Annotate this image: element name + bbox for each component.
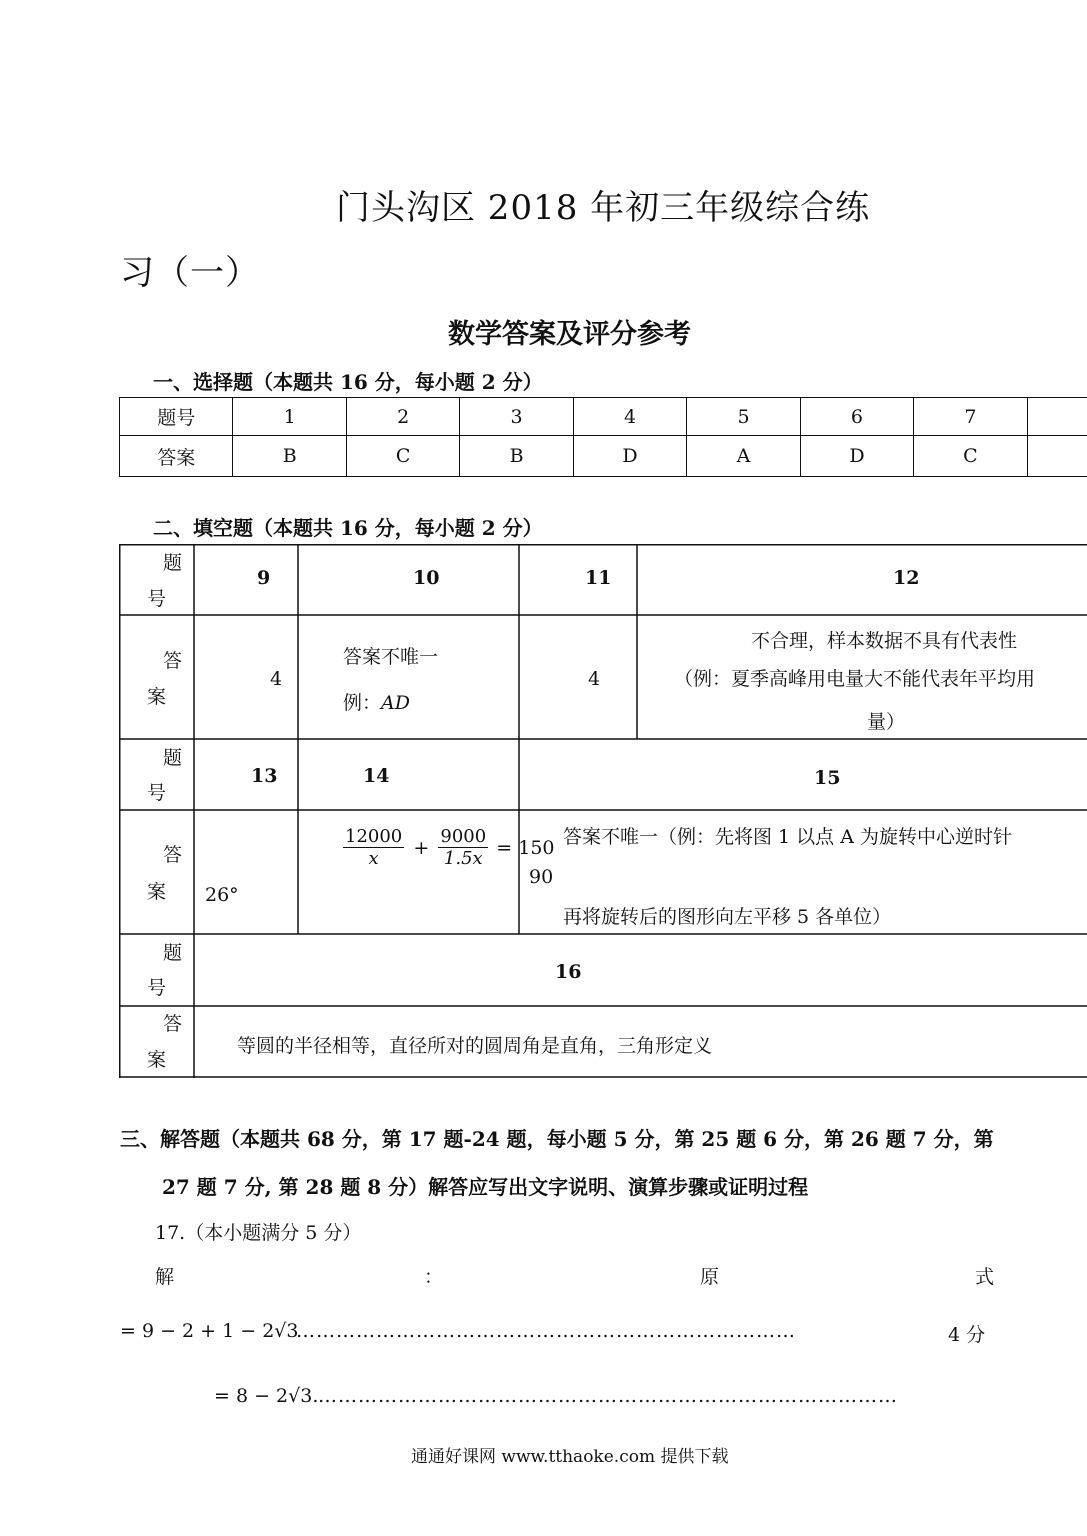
label-da: 答 (163, 844, 183, 866)
question-number-11: 11 (585, 567, 612, 589)
fraction-1-denominator: x (368, 848, 379, 869)
question-number: 4 (573, 398, 686, 436)
answer-9: 4 (270, 668, 283, 690)
fill-in-answer-table (119, 544, 1087, 1078)
fraction-2-numerator: 9000 (440, 826, 487, 847)
solution-step-2: = 8 − 2√3. (214, 1385, 319, 1407)
answer-14-equation (343, 826, 555, 869)
label-an: 案 (147, 881, 167, 903)
answer-cell: C (346, 436, 459, 477)
question-number-12: 12 (893, 567, 920, 589)
answer-15-line1: 答案不唯一（例：先将图 1 以点 A 为旋转中心逆时针 (563, 826, 1012, 848)
label-an: 案 (147, 1049, 167, 1071)
question-number-10: 10 (413, 567, 440, 589)
question-number: 1 (233, 398, 346, 436)
label-ti: 题 (163, 747, 183, 769)
solution-word-2: ： (424, 1266, 444, 1288)
answer-cell: B (460, 436, 573, 477)
question-number: 5 (687, 398, 800, 436)
question-17-title: 17.（本小题满分 5 分） (155, 1222, 362, 1244)
answer-10-var: AD (381, 692, 410, 714)
section2-heading: 二、填空题（本题共 16 分，每小题 2 分） (153, 516, 543, 540)
step-1-dots: ………………………………………………………………… (296, 1320, 796, 1342)
solution-word-4: 式 (975, 1266, 995, 1288)
answer-cell: A (687, 436, 800, 477)
answer-cell: D (800, 436, 913, 477)
question-number: 3 (460, 398, 573, 436)
question-number-9: 9 (257, 567, 271, 589)
fraction-2 (438, 826, 488, 869)
question-number: 6 (800, 398, 913, 436)
question-number: 2 (346, 398, 459, 436)
answer-cell-cut (1027, 436, 1087, 477)
fraction-1 (343, 826, 404, 869)
page-title-line2: 习（一） (120, 253, 260, 293)
fraction-1-numerator: 12000 (345, 826, 403, 847)
table-grid-lines (119, 544, 1087, 1078)
solution-word-3: 原 (700, 1266, 720, 1288)
label-da: 答 (163, 1013, 183, 1035)
answer-cell: B (233, 436, 346, 477)
answer-15-line2: 再将旋转后的图形向左平移 5 各单位） (563, 906, 892, 928)
step-1-score: 4 分 (948, 1324, 986, 1346)
answer-12-line3: 量） (867, 711, 906, 733)
question-number-15: 15 (814, 767, 841, 789)
answer-cell: D (573, 436, 686, 477)
label-hao: 号 (147, 588, 167, 610)
label-da: 答 (163, 650, 183, 672)
answer-12-line2: （例：夏季高峰用电量大不能代表年平均用 (674, 668, 1036, 690)
solution-step-1: = 9 − 2 + 1 − 2√3 (120, 1320, 299, 1342)
answer-13: 26° (205, 884, 239, 906)
label-an: 案 (147, 686, 167, 708)
question-number-16: 16 (555, 961, 582, 983)
answer-15-extra: 90 (529, 866, 554, 888)
label-ti: 题 (163, 942, 183, 964)
section3-heading-line2: 27 题 7 分, 第 28 题 8 分）解答应写出文字说明、演算步骤或证明过程 (162, 1175, 809, 1199)
row-label-answer: 答案 (120, 436, 233, 477)
page-title-line1: 门头沟区 2018 年初三年级综合练 (336, 188, 871, 228)
label-hao: 号 (147, 977, 167, 999)
page-subtitle: 数学答案及评分参考 (448, 319, 691, 350)
question-number-cell-cut (1027, 398, 1087, 436)
answer-11: 4 (588, 668, 601, 690)
answer-12-line1: 不合理，样本数据不具有代表性 (751, 630, 1018, 652)
answer-10-line1: 答案不唯一 (343, 646, 439, 668)
fraction-2-denominator: 1.5x (443, 848, 483, 869)
row-label-number: 题号 (120, 398, 233, 436)
section3-heading-line1: 三、解答题（本题共 68 分，第 17 题-24 题，每小题 5 分，第 25 题 6 分，第 26 题 7 分，第 (120, 1127, 994, 1151)
question-number: 7 (914, 398, 1027, 436)
question-number-13: 13 (251, 765, 278, 787)
solution-word-1: 解 (155, 1266, 175, 1288)
choice-answer-table (119, 397, 1087, 477)
section1-heading: 一、选择题（本题共 16 分，每小题 2 分） (153, 370, 543, 394)
equals-150: = 150 (496, 836, 555, 859)
answer-10-line2 (343, 688, 410, 715)
label-hao: 号 (147, 782, 167, 804)
answer-16: 等圆的半径相等，直径所对的圆周角是直角，三角形定义 (237, 1035, 713, 1057)
plus-sign: + (413, 836, 430, 859)
question-number-14: 14 (363, 765, 390, 787)
step-2-dots: …………………………………………………………………………… (318, 1385, 898, 1407)
footer-download-note: 通通好课网 www.tthaoke.com 提供下载 (411, 1447, 729, 1467)
label-ti: 题 (163, 552, 183, 574)
answer-10-prefix: 例： (343, 692, 382, 714)
answer-cell: C (914, 436, 1027, 477)
